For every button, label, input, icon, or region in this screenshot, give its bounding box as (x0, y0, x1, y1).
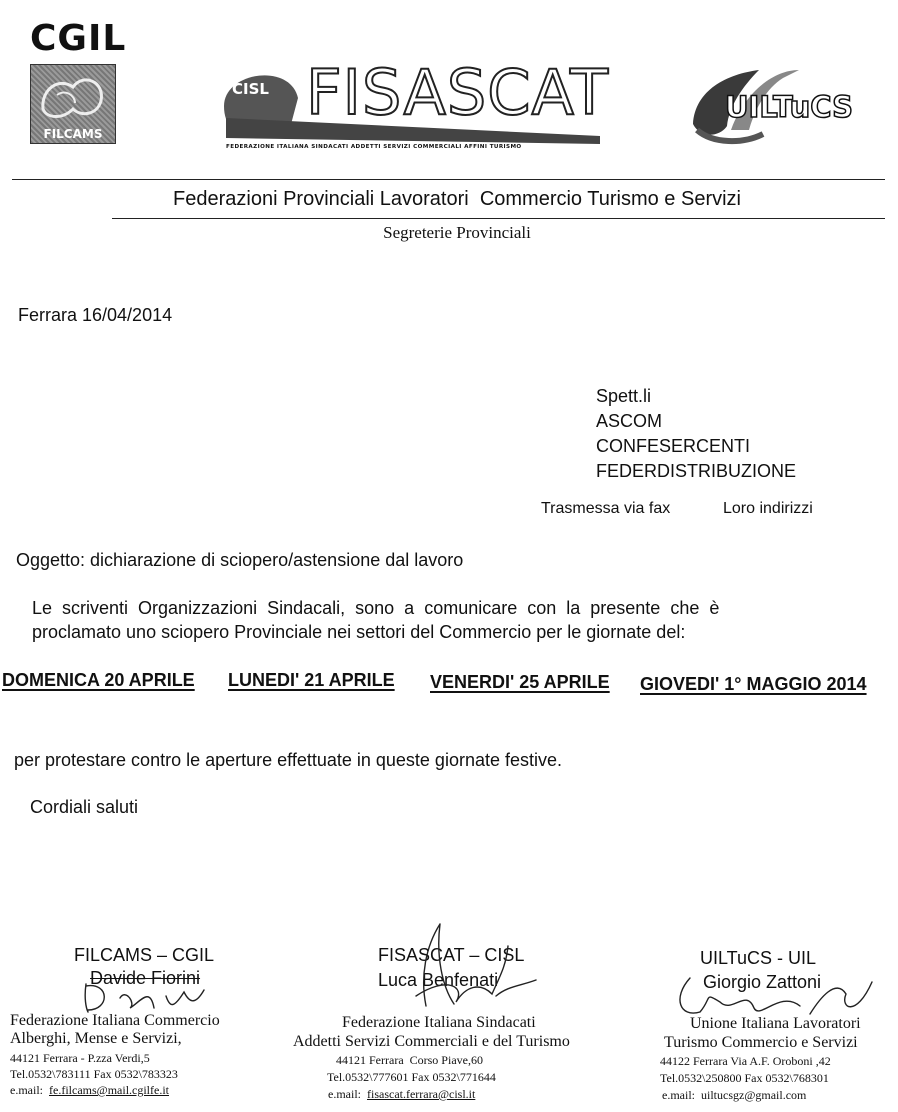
paragraph-1-line-1: Le scriventi Organizzazioni Sindacali, sono a comunicare con la presente che è (32, 598, 720, 618)
sig2-email-label: e.mail: (328, 1087, 361, 1101)
strike-date-2: LUNEDI' 21 APRILE (228, 670, 395, 690)
sig3-email-link[interactable]: uiltucsgz@gmail.com (701, 1088, 807, 1102)
sig3-org: UILTuCS - UIL (700, 948, 817, 968)
date-line: Ferrara 16/04/2014 (18, 305, 173, 325)
cgil-filcams-logo (26, 18, 126, 143)
sig3-phone-fax: Tel.0532\250800 Fax 0532\768301 (660, 1071, 829, 1085)
sig2-address: 44121 Ferrara Corso Piave,60 (336, 1053, 483, 1067)
sig2-person: Luca Benfenati (378, 970, 499, 990)
paragraph-2: per protestare contro le aperture effettuate in queste giornate festive. (14, 750, 563, 770)
sig1-email-link[interactable]: fe.filcams@mail.cgilfe.it (49, 1083, 170, 1097)
sig3-email-row (662, 1088, 806, 1103)
strike-date-4: GIOVEDI' 1° MAGGIO 2014 (640, 674, 867, 694)
filcams-logo-text: FILCAMS (43, 127, 103, 141)
recipient-ascom: ASCOM (596, 411, 663, 431)
sig3-federation-line-1: Unione Italiana Lavoratori (690, 1015, 861, 1032)
uiltucs-logo-name: UILTuCS (725, 90, 853, 124)
cisl-badge: CISL (232, 80, 269, 98)
sig1-org: FILCAMS – CGIL (74, 945, 215, 965)
sig3-federation-line-2: Turismo Commercio e Servizi (664, 1034, 858, 1051)
sig2-federation-line-2: Addetti Servizi Commerciali e del Turismo (293, 1033, 570, 1050)
sig2-phone-fax: Tel.0532\777601 Fax 0532\771644 (327, 1070, 496, 1084)
transmission-note: Trasmessa via fax (541, 500, 671, 517)
sig1-email-row (10, 1083, 169, 1098)
header-rule-bottom (112, 218, 885, 219)
fisascat-logo-name: FISASCAT (306, 56, 609, 129)
sig1-federation-line-1: Federazione Italiana Commercio (10, 1012, 220, 1029)
header-title: Federazioni Provinciali Lavoratori Commercio Turismo e Servizi (173, 188, 741, 210)
sig1-address: 44121 Ferrara - P.zza Verdi,5 (10, 1051, 150, 1065)
sig1-email-label: e.mail: (10, 1083, 43, 1097)
recipient-confesercenti: CONFESERCENTI (596, 436, 751, 456)
addresses-note: Loro indirizzi (723, 500, 813, 517)
sig1-phone-fax: Tel.0532\783111 Fax 0532\783323 (10, 1067, 178, 1081)
sig2-org: FISASCAT – CISL (378, 945, 525, 965)
sig2-email-row (328, 1087, 475, 1102)
recipients-block (596, 384, 796, 484)
filcams-emblem (30, 64, 116, 144)
cgil-logo-text: CGIL (30, 18, 127, 59)
sig3-address: 44122 Ferrara Via A.F. Oroboni ,42 (660, 1054, 831, 1068)
hands-icon (31, 65, 115, 125)
sig3-email-label: e.mail: (662, 1088, 695, 1102)
strike-date-3: VENERDI' 25 APRILE (430, 672, 610, 692)
strike-date-1: DOMENICA 20 APRILE (2, 670, 195, 690)
sig1-federation-line-2: Alberghi, Mense e Servizi, (10, 1030, 182, 1047)
fisascat-cisl-logo (220, 58, 620, 158)
paragraph-1-line-2: proclamato uno sciopero Provinciale nei settori del Commercio per le giornate del: (32, 622, 686, 642)
sig3-person: Giorgio Zattoni (703, 972, 822, 992)
recipient-federdistribuzione: FEDERDISTRIBUZIONE (596, 461, 797, 481)
closing-greeting: Cordiali saluti (30, 797, 139, 817)
fisascat-logo-subtitle: FEDERAZIONE ITALIANA SINDACATI ADDETTI SERVIZI COMMERCIALI AFFINI TURISMO (226, 144, 522, 150)
sig2-email-link[interactable]: fisascat.ferrara@cisl.it (367, 1087, 476, 1101)
subject-line: Oggetto: dichiarazione di sciopero/astensione dal lavoro (16, 550, 464, 570)
recipient-salutation: Spett.li (596, 386, 652, 406)
sig2-handwritten-signature (396, 916, 546, 1016)
header-subtitle: Segreterie Provinciali (383, 223, 531, 242)
header-rule-top (12, 179, 885, 180)
uiltucs-logo (683, 60, 883, 160)
sig1-person: Davide Fiorini (90, 968, 201, 988)
sig2-federation-line-1: Federazione Italiana Sindacati (342, 1014, 536, 1031)
